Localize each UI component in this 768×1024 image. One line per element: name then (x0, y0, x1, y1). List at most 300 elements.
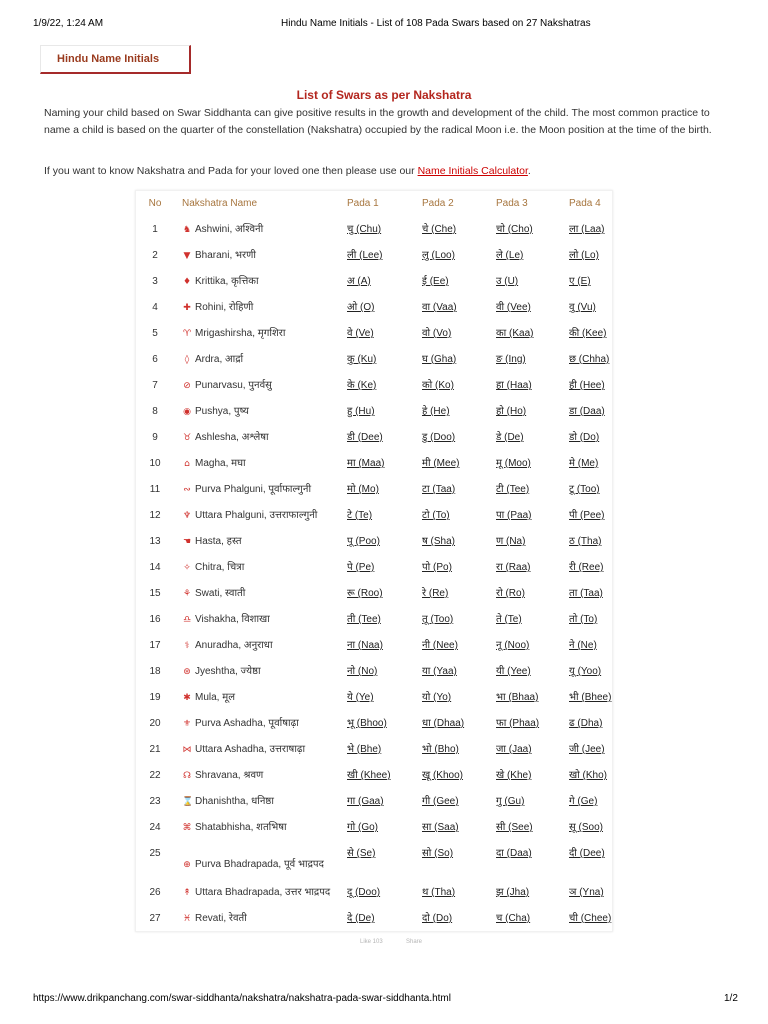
pada-3-link[interactable]: चो (Cho) (496, 224, 533, 235)
pada-2-link[interactable]: तू (Too) (422, 614, 454, 625)
nakshatra-cell (175, 529, 340, 555)
table-row (135, 425, 613, 451)
pada-2-link[interactable]: यो (Yo) (422, 692, 452, 703)
pada-3-cell (490, 555, 563, 581)
pada-1-link[interactable]: नो (No) (347, 666, 378, 677)
table-header-row (135, 190, 613, 217)
ear-icon: ☊ (183, 771, 191, 781)
pada-1-cell (340, 659, 415, 685)
table-row (135, 685, 613, 711)
pada-1-link[interactable]: पे (Pe) (347, 562, 375, 573)
table-row (135, 295, 613, 321)
pada-3-link[interactable]: पा (Paa) (496, 510, 532, 521)
calculator-prompt (44, 163, 726, 179)
staff-icon: ⚕ (184, 641, 190, 651)
pada-1-cell (340, 555, 415, 581)
pada-1-link[interactable]: गो (Go) (347, 822, 378, 833)
share-button[interactable]: Share (406, 939, 423, 945)
column-header-pada-3: Pada 3 (496, 197, 528, 209)
pada-1-link[interactable]: टे (Te) (347, 510, 373, 521)
pada-2-link[interactable]: सो (So) (422, 848, 454, 859)
nakshatra-name: Shravana, श्रवण (195, 770, 264, 781)
pada-2-cell (415, 711, 490, 737)
row-number: 11 (149, 484, 161, 495)
twins-icon: ↟ (183, 888, 191, 898)
nakshatra-name: Rohini, रोहिणी (195, 302, 254, 313)
pada-1-link[interactable]: पू (Poo) (347, 536, 380, 547)
row-number: 5 (152, 328, 158, 339)
nakshatra-name: Purva Ashadha, पूर्वाषाढ़ा (195, 718, 299, 729)
pada-2-cell (415, 555, 490, 581)
pada-2-link[interactable]: ष (Sha) (422, 536, 456, 547)
print-url: https://www.drikpanchang.com/swar-siddhanta/nakshatra/nakshatra-pada-swar-siddhanta.html (33, 993, 451, 1004)
pada-4-cell (563, 581, 613, 607)
pada-3-link[interactable]: सी (See) (496, 822, 533, 833)
pada-2-cell (415, 503, 490, 529)
table-row (135, 399, 613, 425)
pada-1-link[interactable]: दे (De) (347, 913, 375, 924)
pada-3-link[interactable]: हो (Ho) (496, 406, 527, 417)
nakshatra-name: Chitra, चित्रा (195, 562, 245, 573)
pada-2-link[interactable]: रे (Re) (422, 588, 449, 599)
pada-4-link[interactable]: दी (Dee) (569, 848, 605, 859)
row-number: 17 (149, 640, 161, 651)
nakshatra-cell (175, 581, 340, 607)
nakshatra-name: Mrigashirsha, मृगशिरा (195, 328, 286, 339)
pada-2-link[interactable]: को (Ko) (422, 380, 454, 391)
pada-1-link[interactable]: रू (Roo) (347, 588, 383, 599)
circle-icon: ⌘ (182, 823, 192, 833)
pada-2-link[interactable]: वो (Vo) (422, 328, 452, 339)
drum-icon: ⌛ (182, 797, 194, 807)
row-number: 16 (149, 614, 161, 625)
nakshatra-cell (175, 737, 340, 763)
pada-3-link[interactable]: उ (U) (496, 276, 519, 287)
pada-4-cell (563, 815, 613, 841)
pada-4-link[interactable]: ठ (Tha) (569, 536, 602, 547)
pada-2-link[interactable]: नी (Nee) (422, 640, 458, 651)
horse-head-icon: ♞ (182, 225, 192, 235)
pada-4-cell (563, 321, 613, 347)
pada-4-link[interactable]: ची (Chee) (569, 913, 612, 924)
page-title: List of Swars as per Nakshatra (296, 88, 472, 102)
pada-4-link[interactable]: भी (Bhee) (569, 692, 612, 703)
pada-2-cell (415, 815, 490, 841)
pada-2-link[interactable]: टा (Taa) (422, 484, 456, 495)
pada-2-cell (415, 659, 490, 685)
pada-3-link[interactable]: रा (Raa) (496, 562, 531, 573)
pada-4-link[interactable]: ला (Laa) (569, 224, 605, 235)
nakshatra-cell (175, 711, 340, 737)
nakshatra-name: Bharani, भरणी (195, 250, 256, 261)
pada-3-link[interactable]: वी (Vee) (496, 302, 531, 313)
pada-1-cell (340, 815, 415, 841)
row-number: 8 (152, 406, 158, 417)
row-number: 2 (152, 250, 158, 261)
pada-3-link[interactable]: हा (Haa) (496, 380, 532, 391)
pada-3-cell (490, 425, 563, 451)
throne-icon: ⌂ (184, 459, 190, 469)
pada-4-cell (563, 529, 613, 555)
pada-1-cell (340, 529, 415, 555)
row-number: 4 (152, 302, 158, 313)
pada-4-link[interactable]: री (Ree) (569, 562, 604, 573)
pada-4-cell (563, 477, 613, 503)
pada-3-cell (490, 841, 563, 880)
pada-3-link[interactable]: यी (Yee) (496, 666, 531, 677)
pada-3-link[interactable]: का (Kaa) (496, 328, 534, 339)
row-number: 23 (149, 796, 161, 807)
pada-1-link[interactable]: वे (Ve) (347, 328, 374, 339)
pada-4-link[interactable]: गे (Ge) (569, 796, 598, 807)
pada-4-link[interactable]: लो (Lo) (569, 250, 599, 261)
pada-3-link[interactable]: डे (De) (496, 432, 524, 443)
pada-4-link[interactable]: ही (Hee) (569, 380, 605, 391)
table-row (135, 815, 613, 841)
table-row (135, 373, 613, 399)
pada-3-link[interactable]: ङ (Ing) (496, 354, 526, 365)
pada-2-link[interactable]: लु (Loo) (422, 250, 455, 261)
pada-1-link[interactable]: के (Ke) (347, 380, 377, 391)
nakshatra-name: Revati, रेवती (195, 913, 247, 924)
pada-2-cell (415, 425, 490, 451)
pada-3-link[interactable]: जा (Jaa) (496, 744, 532, 755)
calculator-link[interactable]: Name Initials Calculator (417, 165, 528, 177)
pada-3-link[interactable]: ते (Te) (496, 614, 522, 625)
pada-3-cell (490, 217, 563, 243)
pada-4-link[interactable]: टू (Too) (569, 484, 600, 495)
bed-legs-icon: ♆ (182, 511, 192, 521)
breadcrumb-tab[interactable] (40, 45, 191, 74)
pada-3-cell (490, 477, 563, 503)
pada-1-cell (340, 425, 415, 451)
pada-3-cell (490, 581, 563, 607)
pada-4-link[interactable]: ञ (Yna) (569, 887, 604, 898)
nakshatra-cell (175, 425, 340, 451)
pada-1-cell (340, 880, 415, 906)
pada-2-cell (415, 399, 490, 425)
nakshatra-cell (175, 347, 340, 373)
pada-3-link[interactable]: भा (Bhaa) (496, 692, 539, 703)
calculator-prompt-suffix: . (527, 165, 531, 177)
pada-4-link[interactable]: ने (Ne) (569, 640, 597, 651)
page-number: 1/2 (724, 993, 738, 1004)
pada-2-link[interactable]: ई (Ee) (422, 276, 449, 287)
pada-4-link[interactable]: खो (Kho) (569, 770, 608, 781)
row-number: 18 (149, 666, 161, 677)
nakshatra-name: Uttara Ashadha, उत्तराषाढ़ा (195, 744, 306, 755)
pada-3-link[interactable]: ण (Na) (496, 536, 526, 547)
nakshatra-name: Magha, मघा (195, 458, 246, 469)
pada-3-link[interactable]: रो (Ro) (496, 588, 525, 599)
table-row (135, 880, 613, 906)
nakshatra-cell (175, 607, 340, 633)
pada-4-link[interactable]: डा (Daa) (569, 406, 605, 417)
table-row (135, 217, 613, 243)
pada-1-link[interactable]: दू (Doo) (347, 887, 381, 898)
pada-2-cell (415, 763, 490, 789)
pada-2-cell (415, 607, 490, 633)
pada-1-link[interactable]: अ (A) (347, 276, 371, 287)
row-number: 26 (149, 887, 161, 898)
pada-1-cell (340, 321, 415, 347)
table-row (135, 841, 613, 880)
pada-4-link[interactable]: तो (To) (569, 614, 598, 625)
column-header-no: No (148, 197, 162, 209)
pada-1-link[interactable]: भे (Bhe) (347, 744, 382, 755)
pada-4-cell (563, 347, 613, 373)
pada-3-link[interactable]: खे (Khe) (496, 770, 532, 781)
table-row (135, 789, 613, 815)
pada-1-cell (340, 711, 415, 737)
pada-4-cell (563, 841, 613, 880)
pada-4-link[interactable]: की (Kee) (569, 328, 607, 339)
fish-icon: ♓ (182, 914, 192, 924)
pada-1-link[interactable]: मा (Maa) (347, 458, 385, 469)
pada-1-link[interactable]: ली (Lee) (347, 250, 383, 261)
pada-2-link[interactable]: चे (Che) (422, 224, 457, 235)
pada-3-cell (490, 633, 563, 659)
pada-1-link[interactable]: डी (Dee) (347, 432, 383, 443)
pada-2-link[interactable]: सा (Saa) (422, 822, 459, 833)
nakshatra-table (135, 190, 613, 932)
pada-3-cell (490, 503, 563, 529)
pada-4-link[interactable]: जी (Jee) (569, 744, 605, 755)
nakshatra-cell (175, 841, 340, 880)
nakshatra-name: Ardra, आर्द्रा (195, 354, 244, 365)
pada-2-cell (415, 633, 490, 659)
nakshatra-cell (175, 451, 340, 477)
flame-icon: ♦ (182, 277, 192, 287)
pada-3-cell (490, 880, 563, 906)
table-row (135, 763, 613, 789)
pada-1-link[interactable]: ओ (O) (347, 302, 375, 313)
pada-1-link[interactable]: ती (Tee) (347, 614, 381, 625)
pada-4-cell (563, 555, 613, 581)
intro-paragraph: Naming your child based on Swar Siddhanta can give positive results in the growth and development of the child. The most common practice to name a child is based on the quarter of the constellation (Nakshatra) occupied by the radical Moon i.e. the Moon position at the time of the birth. (44, 107, 712, 136)
pada-2-link[interactable]: मी (Mee) (422, 458, 460, 469)
pada-2-cell (415, 477, 490, 503)
nakshatra-name: Purva Phalguni, पूर्वाफाल्गुनी (195, 484, 312, 495)
pada-3-link[interactable]: झ (Jha) (496, 887, 530, 898)
pada-3-cell (490, 347, 563, 373)
plant-shoot-icon: ⚘ (182, 589, 192, 599)
table-row (135, 711, 613, 737)
hand-icon: ☚ (182, 537, 192, 547)
nakshatra-name: Uttara Bhadrapada, उत्तर भाद्रपद (195, 887, 331, 898)
print-title: Hindu Name Initials - List of 108 Pada Swars based on 27 Nakshatras (281, 18, 591, 29)
pada-2-cell (415, 321, 490, 347)
deer-head-icon: ♈ (182, 329, 192, 339)
pada-2-cell (415, 269, 490, 295)
triangle-icon: ▼ (183, 251, 191, 261)
table-row (135, 347, 613, 373)
table-row (135, 906, 613, 932)
pada-3-link[interactable]: टी (Tee) (496, 484, 530, 495)
pada-4-cell (563, 633, 613, 659)
pada-4-cell (563, 906, 613, 932)
pada-1-cell (340, 477, 415, 503)
pada-1-cell (340, 633, 415, 659)
table-row (135, 243, 613, 269)
row-number: 1 (152, 224, 158, 235)
pada-1-cell (340, 607, 415, 633)
row-number: 3 (152, 276, 158, 287)
pada-3-cell (490, 685, 563, 711)
pada-2-link[interactable]: हे (He) (422, 406, 450, 417)
pada-1-link[interactable]: गा (Gaa) (347, 796, 384, 807)
pada-2-cell (415, 243, 490, 269)
pada-2-link[interactable]: घ (Gha) (422, 354, 457, 365)
nakshatra-cell (175, 659, 340, 685)
pada-2-link[interactable]: गी (Gee) (422, 796, 459, 807)
pada-4-cell (563, 737, 613, 763)
nakshatra-name: Hasta, हस्त (195, 536, 242, 547)
pada-1-link[interactable]: खी (Khee) (347, 770, 391, 781)
row-number: 27 (149, 913, 161, 924)
pada-3-cell (490, 451, 563, 477)
pada-2-link[interactable]: पो (Po) (422, 562, 452, 573)
pada-4-link[interactable]: छ (Chha) (569, 354, 610, 365)
pada-2-link[interactable]: थ (Tha) (422, 887, 456, 898)
row-number: 20 (149, 718, 161, 729)
pada-1-link[interactable]: चु (Chu) (347, 224, 382, 235)
bow-icon: ⊘ (183, 381, 191, 391)
table-row (135, 503, 613, 529)
row-number: 25 (149, 848, 161, 859)
pada-1-link[interactable]: भू (Bhoo) (347, 718, 387, 729)
pada-4-link[interactable]: डो (Do) (569, 432, 600, 443)
pada-3-link[interactable]: मू (Moo) (496, 458, 531, 469)
nakshatra-name: Shatabhisha, शतभिषा (195, 822, 287, 833)
pada-4-link[interactable]: ता (Taa) (569, 588, 603, 599)
pada-3-link[interactable]: च (Cha) (496, 913, 531, 924)
row-number: 13 (149, 536, 161, 547)
pada-1-cell (340, 243, 415, 269)
pada-2-link[interactable]: वा (Vaa) (422, 302, 457, 313)
pada-2-link[interactable]: डु (Doo) (422, 432, 456, 443)
pada-2-link[interactable]: खू (Khoo) (422, 770, 463, 781)
pada-1-link[interactable]: ना (Naa) (347, 640, 383, 651)
pada-3-link[interactable]: गु (Gu) (496, 796, 525, 807)
pada-1-cell (340, 399, 415, 425)
pada-4-cell (563, 373, 613, 399)
pada-2-cell (415, 685, 490, 711)
pada-1-link[interactable]: कु (Ku) (347, 354, 377, 365)
pada-4-link[interactable]: यू (Yoo) (569, 666, 602, 677)
pada-2-link[interactable]: या (Yaa) (422, 666, 457, 677)
nakshatra-cell (175, 880, 340, 906)
flower-icon: ◉ (183, 407, 191, 417)
nakshatra-cell (175, 789, 340, 815)
nakshatra-name: Ashlesha, अश्लेषा (195, 432, 269, 443)
pada-4-link[interactable]: वु (Vu) (569, 302, 596, 313)
pada-3-link[interactable]: नू (Noo) (496, 640, 530, 651)
pada-4-cell (563, 399, 613, 425)
pada-1-link[interactable]: ये (Ye) (347, 692, 374, 703)
nakshatra-cell (175, 815, 340, 841)
table-row (135, 555, 613, 581)
pada-3-cell (490, 529, 563, 555)
pada-2-link[interactable]: दो (Do) (422, 913, 453, 924)
pada-4-cell (563, 880, 613, 906)
pada-4-link[interactable]: ए (E) (569, 276, 591, 287)
pada-4-cell (563, 789, 613, 815)
row-number: 7 (152, 380, 158, 391)
nakshatra-name: Pushya, पुष्य (195, 406, 249, 417)
pada-3-cell (490, 711, 563, 737)
pada-4-link[interactable]: पी (Pee) (569, 510, 605, 521)
pada-1-cell (340, 295, 415, 321)
nakshatra-cell (175, 243, 340, 269)
pada-4-link[interactable]: सू (Soo) (569, 822, 603, 833)
nakshatra-name: Dhanishtha, धनिष्ठा (195, 796, 274, 807)
row-number: 15 (149, 588, 161, 599)
pada-2-cell (415, 906, 490, 932)
breadcrumb-tab-label[interactable]: Hindu Name Initials (57, 53, 160, 65)
table-row (135, 581, 613, 607)
pada-2-cell (415, 451, 490, 477)
pada-1-cell (340, 685, 415, 711)
pada-1-link[interactable]: मो (Mo) (347, 484, 379, 495)
pada-3-cell (490, 763, 563, 789)
pada-4-link[interactable]: मे (Me) (569, 458, 599, 469)
pada-4-cell (563, 685, 613, 711)
pada-2-link[interactable]: भो (Bho) (422, 744, 459, 755)
tusk-icon: ⋈ (182, 745, 192, 755)
pada-1-cell (340, 841, 415, 880)
like-button[interactable]: Like 103 (360, 939, 383, 945)
pada-2-cell (415, 737, 490, 763)
pada-2-link[interactable]: टो (To) (422, 510, 450, 521)
pada-4-cell (563, 711, 613, 737)
pada-3-cell (490, 789, 563, 815)
pada-3-cell (490, 399, 563, 425)
nakshatra-cell (175, 685, 340, 711)
fan-icon: ⚜ (182, 719, 192, 729)
pada-1-cell (340, 737, 415, 763)
pada-3-link[interactable]: दा (Daa) (496, 848, 532, 859)
nakshatra-cell (175, 269, 340, 295)
pada-3-link[interactable]: फा (Phaa) (496, 718, 540, 729)
pada-4-cell (563, 425, 613, 451)
pada-4-cell (563, 659, 613, 685)
nakshatra-cell (175, 399, 340, 425)
pada-1-link[interactable]: हु (Hu) (347, 406, 375, 417)
pada-3-link[interactable]: ले (Le) (496, 250, 524, 261)
teardrop-icon: ◊ (184, 355, 190, 365)
pada-4-cell (563, 269, 613, 295)
pada-4-cell (563, 451, 613, 477)
serpent-icon: ♉ (182, 433, 192, 443)
nakshatra-cell (175, 906, 340, 932)
pada-2-link[interactable]: धा (Dhaa) (422, 718, 465, 729)
pada-3-cell (490, 295, 563, 321)
nakshatra-name: Purva Bhadrapada, पूर्व भाद्रपद (195, 859, 324, 870)
pada-1-cell (340, 503, 415, 529)
pada-1-cell (340, 373, 415, 399)
nakshatra-cell (175, 633, 340, 659)
print-date: 1/9/22, 1:24 AM (33, 18, 104, 29)
nakshatra-cell (175, 503, 340, 529)
pada-4-link[interactable]: ढ (Dha) (569, 718, 603, 729)
pada-1-link[interactable]: से (Se) (347, 848, 376, 859)
pada-2-cell (415, 295, 490, 321)
pada-3-cell (490, 373, 563, 399)
column-header-pada-4: Pada 4 (569, 197, 601, 209)
column-header-nakshatra-name: Nakshatra Name (182, 197, 258, 209)
pada-4-cell (563, 217, 613, 243)
